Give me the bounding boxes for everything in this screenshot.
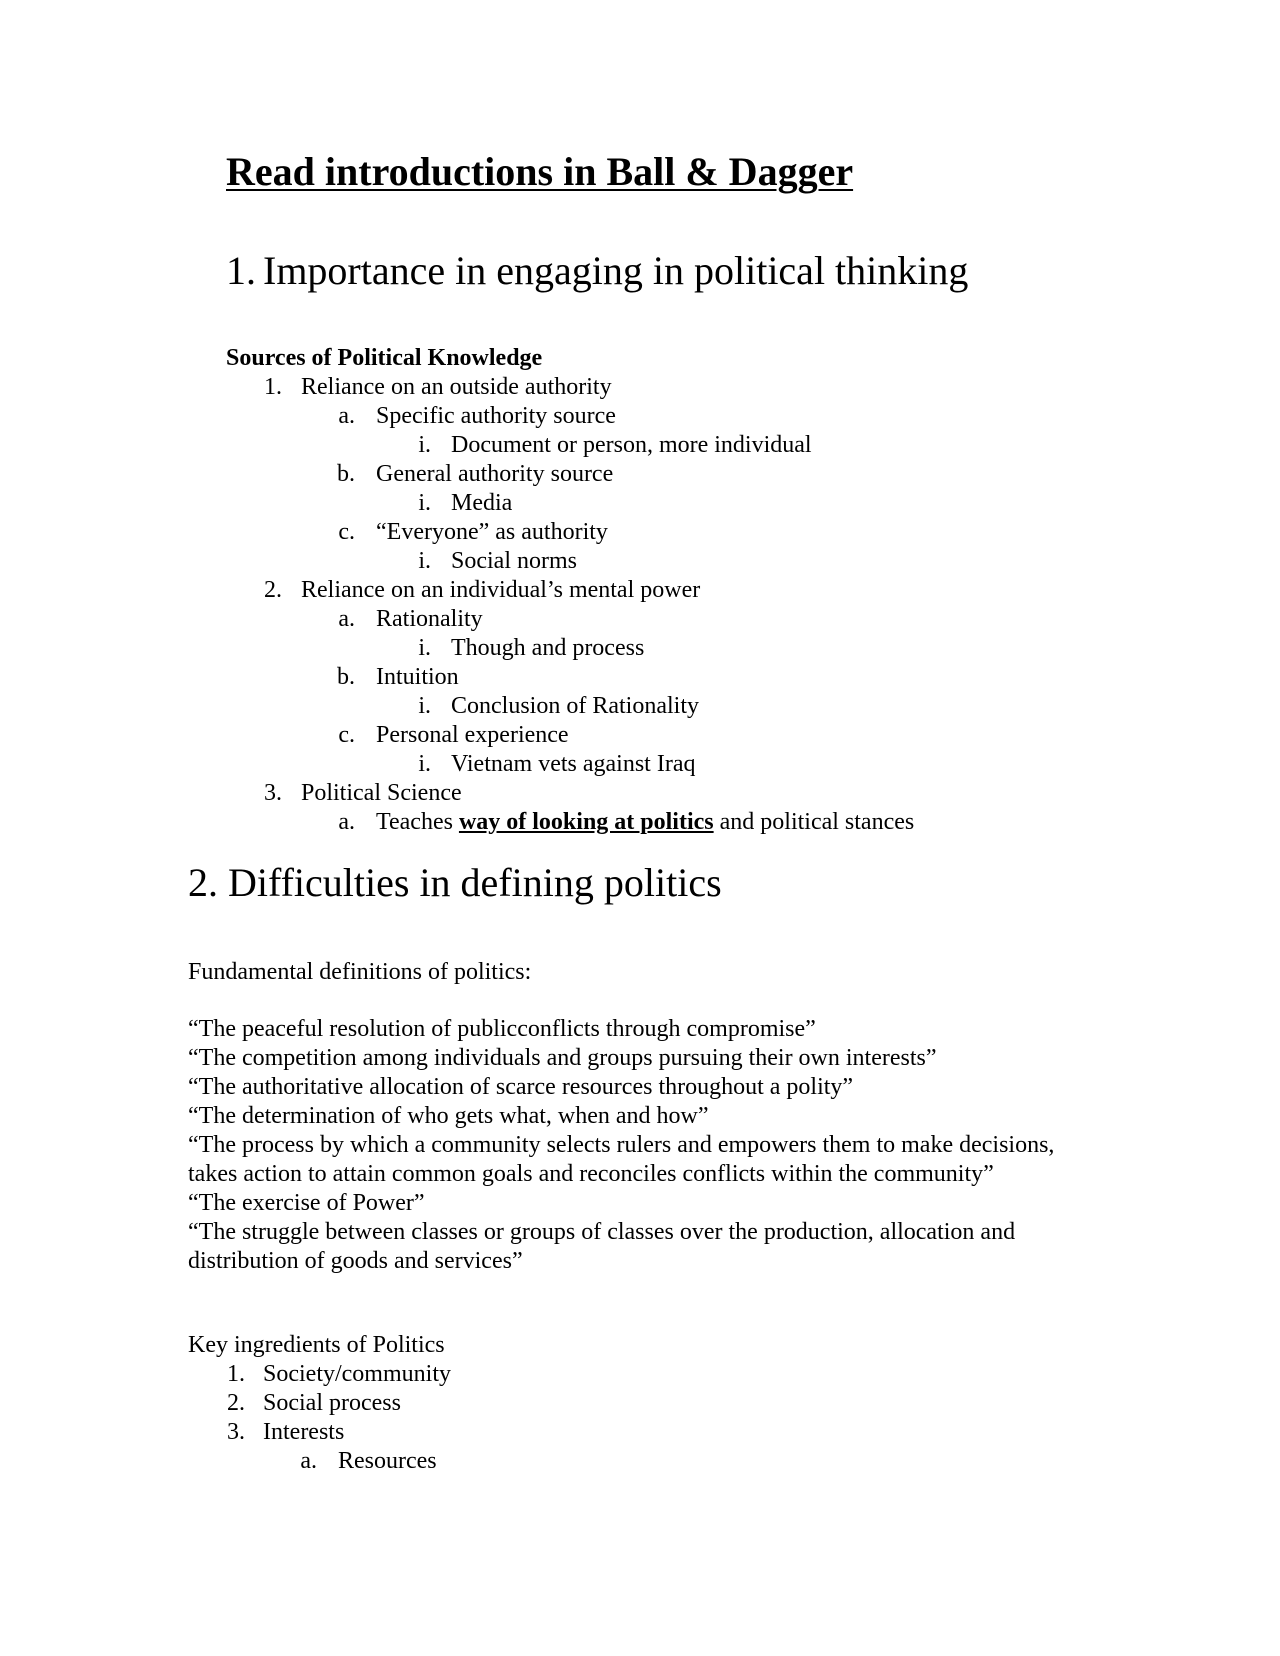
outline-text: “Everyone” as authority [376,519,608,545]
outline-marker: 3. [264,780,282,806]
outline-marker: i. [418,548,431,574]
outline-text: Social norms [451,548,577,574]
outline-marker: i. [418,635,431,661]
outline-marker: b. [337,461,355,487]
key-ingredients-heading: Key ingredients of Politics [188,1332,445,1358]
definition-line: “The competition among individuals and groups pursuing their own interests” [188,1045,937,1071]
section-1-number: 1. [226,248,256,293]
sources-subheading: Sources of Political Knowledge [226,345,543,371]
outline-text: Rationality [376,606,483,632]
definitions-intro: Fundamental definitions of politics: [188,959,532,985]
outline-text: Vietnam vets against Iraq [451,751,696,777]
outline-marker: i. [418,490,431,516]
outline-marker: 2. [227,1390,245,1416]
outline-text: Intuition [376,664,459,690]
outline-text: Social process [263,1390,401,1416]
definition-line: “The struggle between classes or groups of classes over the production, allocation and distribution of goods and services” [188,1219,1016,1274]
emphasized-phrase: way of looking at politics [458,809,714,835]
outline-text [376,808,914,837]
section-1-heading-text: Importance in engaging in political thinking [263,248,969,293]
outline-marker: 3. [227,1419,245,1445]
outline-text: Resources [338,1448,437,1474]
outline-text: Reliance on an individual’s mental power [301,577,701,603]
outline-marker: a. [300,1448,317,1474]
outline-text: General authority source [376,461,614,487]
outline-marker: a. [338,809,355,835]
outline-text: Media [451,490,513,516]
outline-text: Political Science [301,780,462,806]
outline-text: Specific authority source [376,403,616,429]
outline-text-post: and political stances [713,809,915,835]
definition-line: “The peaceful resolution of publicconflicts through compromise” [188,1016,816,1042]
outline-marker: 1. [227,1361,245,1387]
outline-marker: 2. [264,577,282,603]
section-2-heading: 2. Difficulties in defining politics [188,860,722,905]
definition-line: “The authoritative allocation of scarce resources throughout a polity” [188,1074,854,1100]
outline-marker: c. [338,722,355,748]
outline-marker: i. [418,751,431,777]
outline-marker: i. [418,432,431,458]
outline-text: Conclusion of Rationality [451,693,699,719]
outline-text: Reliance on an outside authority [301,374,612,400]
outline-text: Personal experience [376,722,569,748]
outline-text: Interests [263,1419,345,1445]
definition-line: “The exercise of Power” [188,1190,425,1216]
outline-text-pre: Teaches [376,809,459,835]
outline-marker: 1. [264,374,282,400]
outline-text: Though and process [451,635,645,661]
section-1-heading [226,249,968,293]
outline-marker: a. [338,606,355,632]
outline-marker: c. [338,519,355,545]
outline-marker: a. [338,403,355,429]
outline-text: Document or person, more individual [451,432,812,458]
document-title: Read introductions in Ball & Dagger [226,149,854,194]
outline-text: Society/community [263,1361,451,1387]
outline-marker: b. [337,664,355,690]
definition-line: “The determination of who gets what, when and how” [188,1103,709,1129]
definition-line: “The process by which a community selects rulers and empowers them to make decisions, takes action to attain common goals and reconciles conflicts within the community” [188,1132,1055,1187]
outline-marker: i. [418,693,431,719]
definitions-list [188,1015,1088,1276]
